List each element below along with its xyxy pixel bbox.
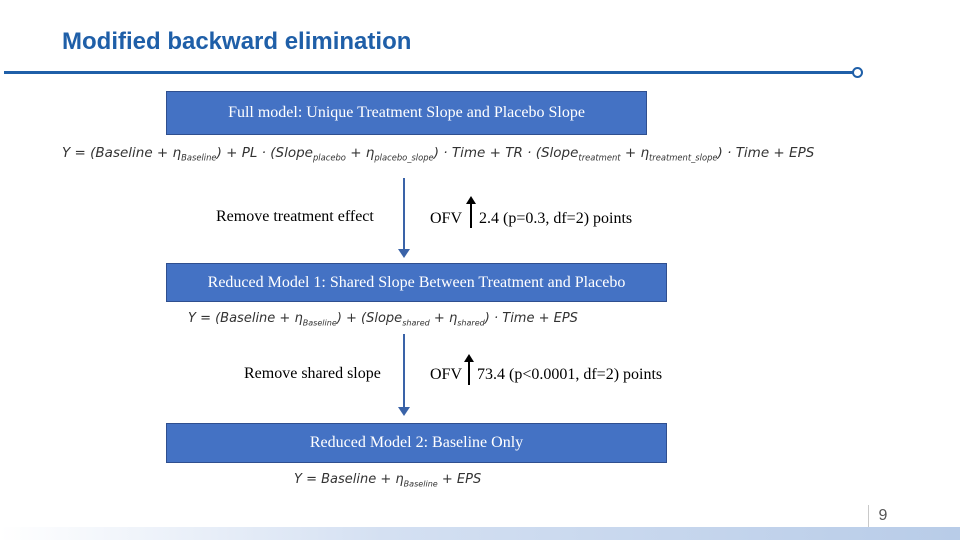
step2-ofv-change: 73.4 (p<0.0001, df=2) points (477, 366, 663, 383)
step1-ofv-label: OFV (430, 210, 463, 227)
step1-action-label: Remove treatment effect (216, 208, 374, 225)
reduced-model-1-equation: Y = (Baseline + $\eta_{Baseline}$) + (Slope$_{shared}$ + $\eta_{shared}$) · Time + EPS (188, 311, 578, 328)
title-underline (4, 71, 855, 74)
step1-increase-arrow-icon (470, 203, 472, 228)
reduced-model-2-label: Reduced Model 2: Baseline Only (309, 434, 524, 451)
full-model-equation: Y = (Baseline + $\eta_{Baseline}$) + PL · (Slope$_{placebo}$ + $\eta_{placebo\_slope}$) · Time + TR · (Slope$_{treatment}$ + $\eta_{treatment\_slope}$) · Time + EPS (62, 145, 815, 163)
title-underline-endpoint (852, 67, 863, 78)
step2-increase-arrow-icon (468, 361, 470, 385)
reduced-model-2-equation: Y = Baseline + $\eta_{Baseline}$ + EPS (294, 472, 482, 489)
step2-ofv-label: OFV (430, 366, 463, 383)
page-number: 9 (868, 505, 897, 527)
full-model-label: Full model: Unique Treatment Slope and Placebo Slope (228, 104, 585, 121)
reduced-model-1-box (166, 263, 667, 302)
step1-down-arrow-icon (403, 178, 405, 250)
step1-ofv-change: 2.4 (p=0.3, df=2) points (479, 210, 633, 227)
footer-gradient-bar (0, 527, 960, 540)
slide-title: Modified backward elimination (62, 28, 412, 55)
step2-action-label: Remove shared slope (244, 365, 381, 382)
reduced-model-2-box (166, 423, 667, 463)
full-model-box (166, 91, 647, 135)
reduced-model-1-label: Reduced Model 1: Shared Slope Between Treatment and Placebo (207, 273, 626, 291)
step2-down-arrow-icon (403, 334, 405, 408)
